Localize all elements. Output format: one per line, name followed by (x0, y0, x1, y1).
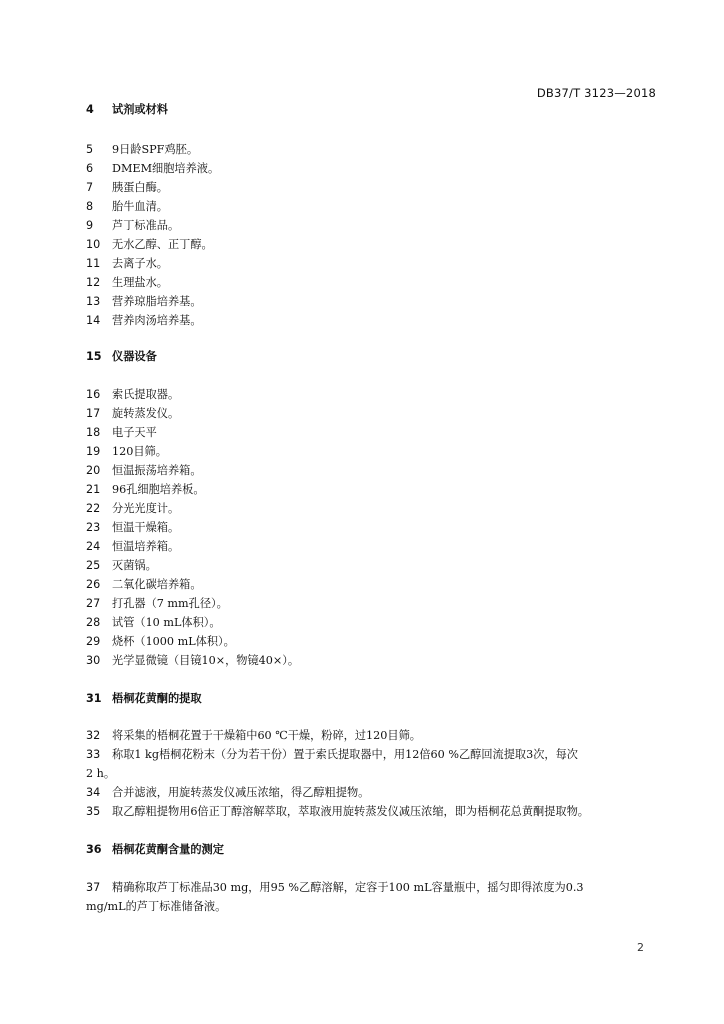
item-text: 恒温培养箱。 (112, 540, 180, 553)
list-item (86, 388, 179, 402)
section-heading (86, 350, 157, 364)
heading-text: 梧桐花黄酮的提取 (112, 692, 202, 705)
item-text: 营养肉汤培养基。 (112, 314, 202, 327)
heading-text: 试剂或材料 (112, 103, 168, 116)
list-item (86, 426, 157, 440)
item-number: 7 (86, 181, 94, 194)
item-number: 27 (86, 597, 101, 610)
item-number: 20 (86, 464, 101, 477)
item-number: 10 (86, 238, 101, 251)
item-text: 恒温振荡培养箱。 (112, 464, 202, 477)
item-text: 恒温干燥箱。 (112, 521, 180, 534)
list-item (86, 635, 235, 649)
item-text: 合并滤液，用旋转蒸发仪减压浓缩，得乙醇粗提物。 (112, 786, 370, 799)
item-text: 芦丁标准品。 (112, 219, 180, 232)
list-item (86, 597, 228, 611)
item-text: 电子天平 (112, 426, 157, 439)
item-text: 胰蛋白酶。 (112, 181, 168, 194)
item-number: 36 (86, 843, 102, 856)
document-code: DB37/T 3123—2018 (536, 86, 656, 100)
section-heading (86, 692, 202, 706)
item-number: 4 (86, 103, 94, 116)
list-item (86, 238, 213, 252)
item-text: 96孔细胞培养板。 (112, 483, 205, 496)
list-item (86, 219, 179, 233)
list-item (86, 143, 198, 157)
item-number: 19 (86, 445, 101, 458)
list-item (86, 578, 202, 592)
item-number: 31 (86, 692, 102, 705)
item-text: 生理盐水。 (112, 276, 168, 289)
list-item (86, 767, 115, 781)
list-item (86, 881, 584, 895)
item-text: 打孔器（7 mm孔径）。 (112, 597, 228, 610)
list-item (86, 314, 202, 328)
item-text: 2 h。 (86, 767, 116, 780)
item-number: 18 (86, 426, 101, 439)
list-item (86, 483, 205, 497)
list-item (86, 276, 168, 290)
list-item (86, 748, 578, 762)
item-text: 烧杯（1000 mL体积）。 (112, 635, 235, 648)
item-number: 33 (86, 748, 101, 761)
item-text: 旋转蒸发仪。 (112, 407, 180, 420)
list-item (86, 295, 202, 309)
item-number: 28 (86, 616, 101, 629)
section-heading (86, 103, 168, 117)
item-text: 试管（10 mL体积）。 (112, 616, 221, 629)
item-number: 25 (86, 559, 101, 572)
item-text: DMEM细胞培养液。 (112, 162, 220, 175)
item-number: 32 (86, 729, 101, 742)
item-number: 30 (86, 654, 101, 667)
item-text: 将采集的梧桐花置于干燥箱中60 ℃干燥，粉碎，过120目筛。 (112, 729, 421, 742)
item-text: 9日龄SPF鸡胚。 (112, 143, 199, 156)
item-number: 12 (86, 276, 101, 289)
item-number: 9 (86, 219, 94, 232)
item-text: 营养琼脂培养基。 (112, 295, 202, 308)
list-item (86, 521, 179, 535)
item-number: 17 (86, 407, 101, 420)
heading-text: 仪器设备 (112, 350, 157, 363)
list-item (86, 407, 179, 421)
list-item (86, 200, 168, 214)
item-number: 13 (86, 295, 101, 308)
list-item (86, 654, 299, 668)
item-number: 24 (86, 540, 101, 553)
section-heading (86, 843, 224, 857)
list-item (86, 616, 221, 630)
item-number: 29 (86, 635, 101, 648)
item-text: 分光光度计。 (112, 502, 180, 515)
page-number: 2 (637, 941, 644, 954)
list-item (86, 181, 168, 195)
item-number: 6 (86, 162, 94, 175)
list-item (86, 445, 167, 459)
item-number: 37 (86, 881, 101, 894)
item-number: 5 (86, 143, 94, 156)
list-item (86, 900, 226, 914)
item-text: 无水乙醇、正丁醇。 (112, 238, 213, 251)
item-text: 120目筛。 (112, 445, 167, 458)
list-item (86, 805, 589, 819)
item-number: 21 (86, 483, 101, 496)
heading-text: 梧桐花黄酮含量的测定 (112, 843, 224, 856)
item-number: 16 (86, 388, 101, 401)
item-text: 灭菌锅。 (112, 559, 157, 572)
item-text: 索氏提取器。 (112, 388, 180, 401)
list-item (86, 786, 369, 800)
item-text: 去离子水。 (112, 257, 168, 270)
item-text: 称取1 kg梧桐花粉末（分为若干份）置于索氏提取器中，用12倍60 %乙醇回流提取3次，每次 (112, 748, 578, 761)
list-item (86, 729, 421, 743)
item-text: 二氧化碳培养箱。 (112, 578, 202, 591)
list-item (86, 502, 179, 516)
item-number: 11 (86, 257, 101, 270)
item-text: 光学显微镜（目镜10×，物镜40×）。 (112, 654, 300, 667)
list-item (86, 540, 179, 554)
item-number: 22 (86, 502, 101, 515)
item-text: 精确称取芦丁标准品30 mg，用95 %乙醇溶解，定容于100 mL容量瓶中，摇匀即得浓度为0.3 (112, 881, 584, 894)
item-number: 8 (86, 200, 94, 213)
item-number: 14 (86, 314, 101, 327)
list-item (86, 162, 219, 176)
item-number: 35 (86, 805, 101, 818)
item-text: 胎牛血清。 (112, 200, 168, 213)
list-item (86, 464, 202, 478)
item-number: 34 (86, 786, 101, 799)
item-number: 26 (86, 578, 101, 591)
item-text: 取乙醇粗提物用6倍正丁醇溶解萃取，萃取液用旋转蒸发仪减压浓缩，即为梧桐花总黄酮提取物。 (112, 805, 589, 818)
item-text: mg/mL的芦丁标准储备液。 (86, 900, 227, 913)
list-item (86, 559, 157, 573)
item-number: 15 (86, 350, 102, 363)
item-number: 23 (86, 521, 101, 534)
list-item (86, 257, 168, 271)
